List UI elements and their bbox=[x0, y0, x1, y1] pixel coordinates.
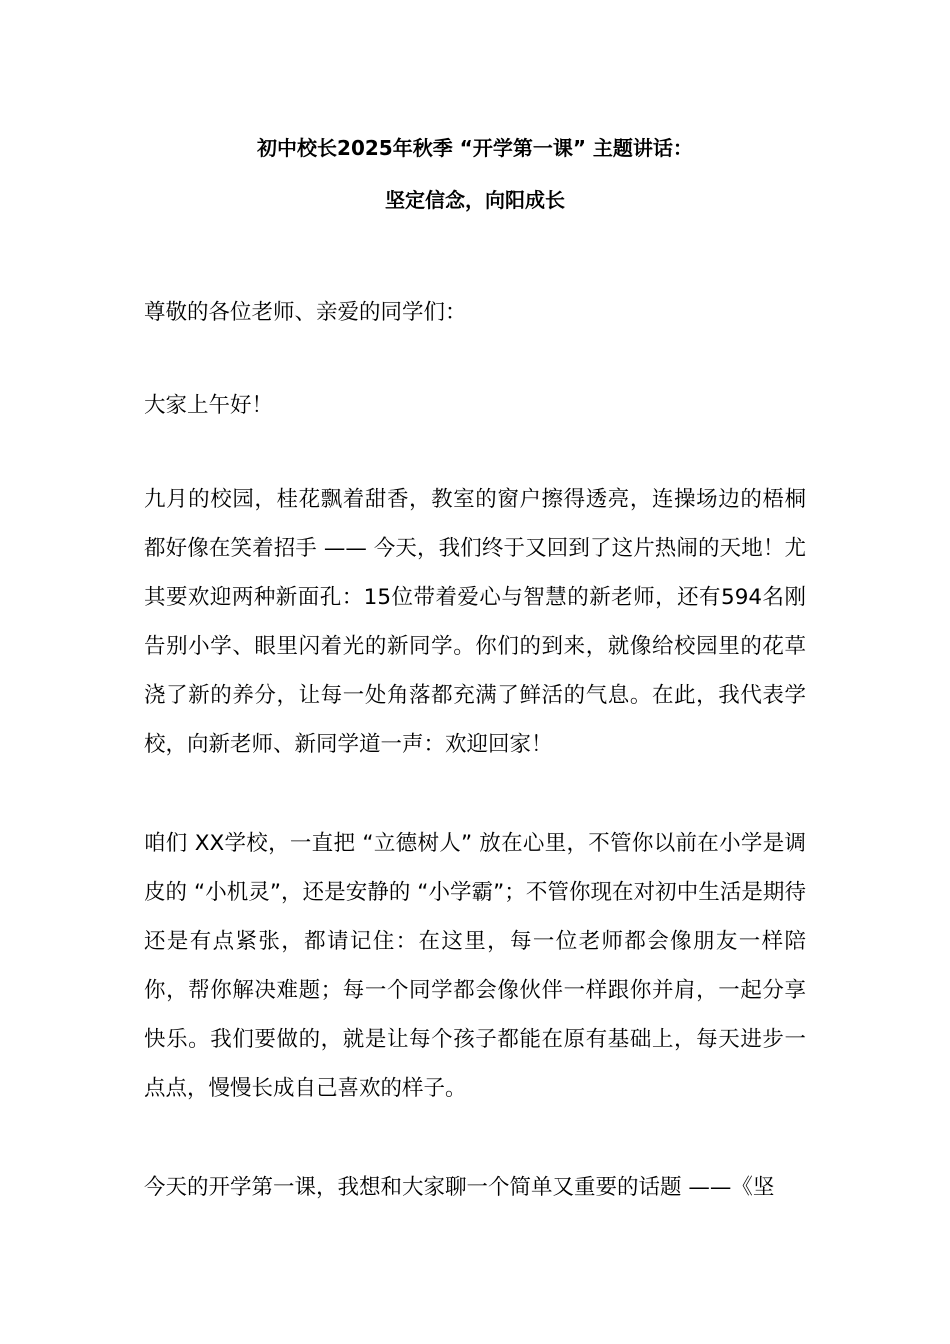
body-paragraph: 九月的校园，桂花飘着甜香，教室的窗户擦得透亮，连操场边的梧桐都好像在笑着招手 —— 今天，我们终于又回到了这片热闹的天地！尤其要欢迎两种新面孔：15位带着爱心与智慧的新老师，还有594名刚告别小学、眼里闪着光的新同学。你们的到来，就像给校园里的花草浇了新的养分，让每一处角落都充满了鲜活的气息。在此，我代表学校，向新老师、新同学道一声：欢迎回家！ bbox=[144, 487, 806, 757]
body-paragraph: 咱们 XX学校，一直把 “立德树人” 放在心里，不管你以前在小学是调皮的 “小机灵”，还是安静的 “小学霸”；不管你现在对初中生活是期待还是有点紧张，都请记住：在这里，每一位老师都会像朋友一样陪你，帮你解决难题；每一个同学都会像伙伴一样跟你并肩，一起分享快乐。我们要做的，就是让每个孩子都能在原有基础上，每天进步一点点，慢慢长成自己喜欢的样子。 bbox=[144, 831, 806, 1101]
greeting-paragraph: 大家上午好！ bbox=[144, 393, 274, 418]
body-paragraph: 今天的开学第一课，我想和大家聊一个简单又重要的话题 ——《坚 bbox=[144, 1175, 775, 1200]
salutation-paragraph: 尊敬的各位老师、亲爱的同学们： bbox=[144, 300, 467, 325]
document-title: 初中校长2025年秋季 “开学第一课” 主题讲话： bbox=[257, 136, 693, 160]
document-subtitle: 坚定信念，向阳成长 bbox=[385, 188, 565, 212]
